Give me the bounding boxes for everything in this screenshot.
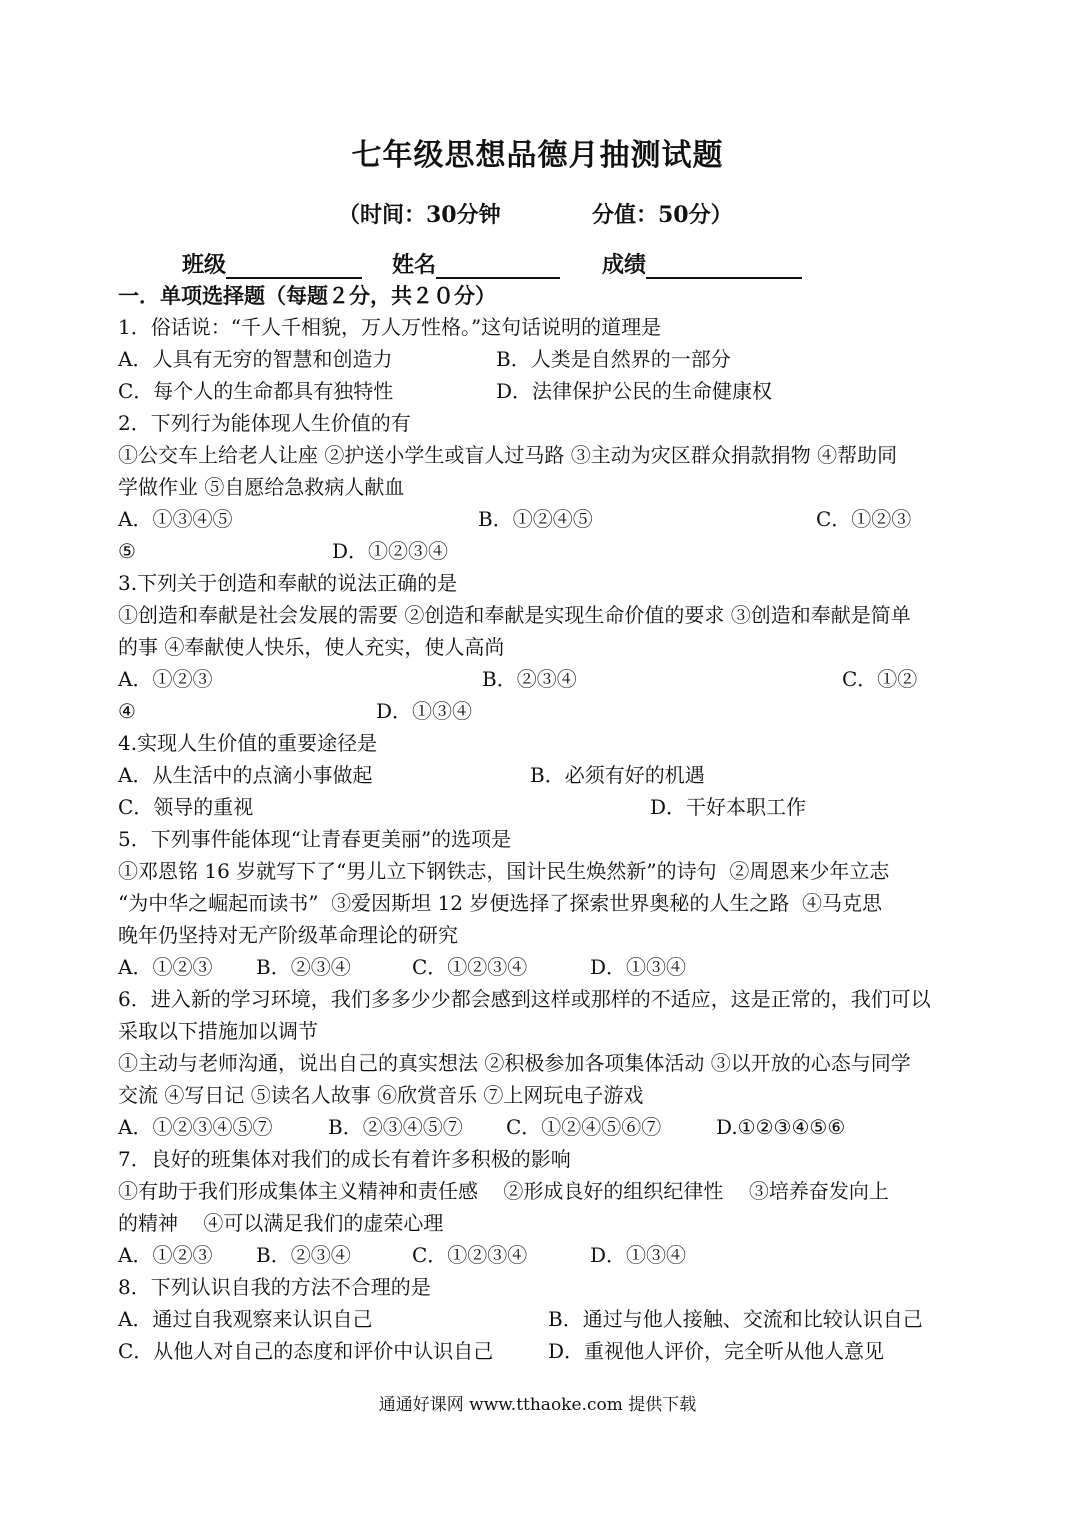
section-heading: 一．单项选择题（每题２分，共２０分）	[118, 283, 496, 308]
question-3-stem: 3.下列关于创造和奉献的说法正确的是	[118, 571, 458, 595]
name-field	[392, 248, 560, 279]
question-2-option-a: A．①③④⑤	[118, 507, 233, 531]
class-label: 班级	[182, 252, 227, 278]
question-6-option-a: A．①②③④⑤⑦	[118, 1115, 273, 1139]
name-label: 姓名	[392, 252, 437, 278]
question-5-item-line-1: ①邓恩铭 16 岁就写下了“男儿立下钢铁志，国计民生焕然新”的诗句 ②周恩来少年立志	[118, 859, 890, 883]
class-field	[182, 248, 362, 279]
question-7-item-line-1: ①有助于我们形成集体主义精神和责任感 ②形成良好的组织纪律性 ③培养奋发向上	[118, 1179, 889, 1203]
page-footer: 通通好课网 www.tthaoke.com 提供下载	[378, 1395, 697, 1415]
question-5-option-d: D．①③④	[590, 955, 687, 979]
grade-label: 成绩	[602, 252, 647, 278]
grade-blank	[646, 255, 802, 279]
question-3-option-c-continued: ④	[118, 699, 136, 723]
question-7-item-line-2: 的精神 ④可以满足我们的虚荣心理	[118, 1211, 444, 1235]
name-blank	[436, 255, 560, 279]
question-2-option-d: D．①②③④	[332, 539, 449, 563]
question-5-option-b: B．②③④	[256, 955, 351, 979]
question-3-option-b: B．②③④	[482, 667, 577, 691]
question-3-option-d: D．①③④	[376, 699, 473, 723]
page-title: 七年级思想品德月抽测试题	[351, 138, 724, 173]
question-6-option-d: D.①②③④⑤⑥	[716, 1115, 846, 1139]
question-5-stem: 5．下列事件能体现“让青春更美丽”的选项是	[118, 827, 512, 851]
question-8-option-d: D．重视他人评价，完全听从他人意见	[548, 1339, 885, 1363]
question-1-stem: 1．俗话说：“千人千相貌，万人万性格。”这句话说明的道理是	[118, 315, 662, 339]
question-3-item-line-1: ①创造和奉献是社会发展的需要 ②创造和奉献是实现生命价值的要求 ③创造和奉献是简单	[118, 603, 911, 627]
question-1-option-d: D．法律保护公民的生命健康权	[496, 379, 773, 403]
question-6-option-c: C．①②④⑤⑥⑦	[506, 1115, 662, 1139]
question-4-option-c: C．领导的重视	[118, 795, 254, 819]
question-1-option-b: B．人类是自然界的一部分	[496, 347, 731, 371]
class-blank	[226, 255, 362, 279]
question-7-option-d: D．①③④	[590, 1243, 687, 1267]
question-2-option-c: C．①②③	[816, 507, 912, 531]
question-7-option-c: C．①②③④	[412, 1243, 528, 1267]
question-6-item-line-2: 交流 ④写日记 ⑤读名人故事 ⑥欣赏音乐 ⑦上网玩电子游戏	[118, 1083, 644, 1107]
time-info: （时间：30分钟	[338, 202, 501, 228]
question-5-option-c: C．①②③④	[412, 955, 528, 979]
question-7-stem: 7．良好的班集体对我们的成长有着许多积极的影响	[118, 1147, 571, 1171]
question-2-option-c-continued: ⑤	[118, 539, 136, 563]
question-1-option-a: A．人具有无穷的智慧和创造力	[118, 347, 393, 371]
question-7-option-a: A．①②③	[118, 1243, 213, 1267]
question-3-item-line-2: 的事 ④奉献使人快乐，使人充实，使人高尚	[118, 635, 505, 659]
question-4-option-a: A．从生活中的点滴小事做起	[118, 763, 373, 787]
question-6-option-b: B．②③④⑤⑦	[328, 1115, 463, 1139]
question-3-option-c: C．①②	[842, 667, 918, 691]
question-6-stem-line-1: 6．进入新的学习环境，我们多多少少都会感到这样或那样的不适应，这是正常的，我们可以	[118, 987, 931, 1011]
question-8-stem: 8．下列认识自我的方法不合理的是	[118, 1275, 431, 1299]
question-2-option-b: B．①②④⑤	[478, 507, 593, 531]
question-3-option-a: A．①②③	[118, 667, 213, 691]
question-4-option-b: B．必须有好的机遇	[530, 763, 705, 787]
question-5-item-line-3: 晚年仍坚持对无产阶级革命理论的研究	[118, 923, 458, 947]
question-8-option-c: C．从他人对自己的态度和评价中认识自己	[118, 1339, 494, 1363]
question-5-item-line-2: “为中华之崛起而读书” ③爱因斯坦 12 岁便选择了探索世界奥秘的人生之路 ④马克思	[118, 891, 883, 915]
question-5-option-a: A．①②③	[118, 955, 213, 979]
question-4-stem: 4.实现人生价值的重要途径是	[118, 731, 378, 755]
question-4-option-d: D．干好本职工作	[650, 795, 807, 819]
question-7-option-b: B．②③④	[256, 1243, 351, 1267]
question-8-option-a: A．通过自我观察来认识自己	[118, 1307, 373, 1331]
question-8-option-b: B．通过与他人接触、交流和比较认识自己	[548, 1307, 923, 1331]
score-info: 分值：50分）	[592, 202, 733, 228]
question-2-item-line-2: 学做作业 ⑤自愿给急救病人献血	[118, 475, 405, 499]
question-2-item-line-1: ①公交车上给老人让座 ②护送小学生或盲人过马路 ③主动为灾区群众捐款捐物 ④帮助同	[118, 443, 898, 467]
question-2-stem: 2．下列行为能体现人生价值的有	[118, 411, 411, 435]
question-1-option-c: C．每个人的生命都具有独特性	[118, 379, 394, 403]
question-6-stem-line-2: 采取以下措施加以调节	[118, 1019, 318, 1043]
question-6-item-line-1: ①主动与老师沟通，说出自己的真实想法 ②积极参加各项集体活动 ③以开放的心态与同学	[118, 1051, 911, 1075]
grade-field	[602, 248, 802, 279]
